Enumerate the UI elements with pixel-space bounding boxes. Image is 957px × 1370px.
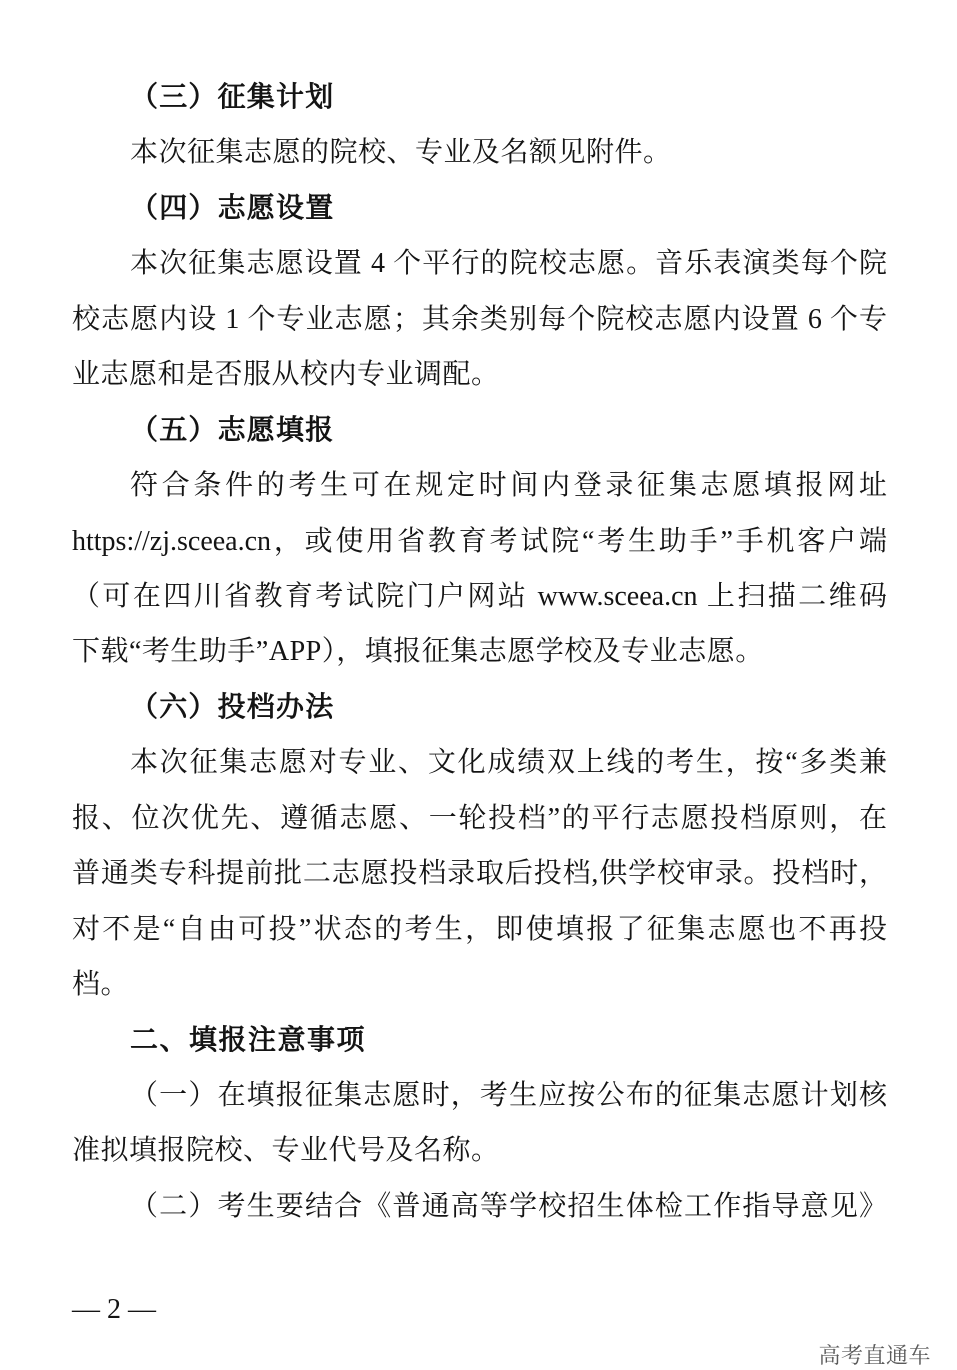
section-heading-admission-method: （六）投档办法 [130,691,335,723]
section-heading-preference-settings: （四）志愿设置 [130,192,335,224]
paragraph-line: 本次征集志愿的院校、专业及名额见附件。 [130,137,672,169]
document-body [72,70,887,1234]
paragraph-line: 报、位次优先、遵循志愿、一轮投档”的平行志愿投档原则，在 [72,802,887,834]
section-heading-collection-plan: （三）征集计划 [130,82,335,113]
paragraph-line: https://zj.sceea.cn，或使用省教育考试院“考生助手”手机客户端 [72,525,887,557]
paragraph-line: 本次征集志愿对专业、文化成绩双上线的考生，按“多类兼 [130,747,887,779]
paragraph-line: 普通类专科提前批二志愿投档录取后投档,供学校审录。投档时， [72,858,887,890]
paragraph-line: 校志愿内设 1 个专业志愿；其余类别每个院校志愿内设置 6 个专 [72,303,887,335]
section-heading-preference-filling: （五）志愿填报 [130,414,335,446]
paragraph-line: 档。 [72,969,130,1000]
paragraph-line: （一）在填报征集志愿时，考生应按公布的征集志愿计划核 [130,1079,887,1111]
paragraph-line: 符合条件的考生可在规定时间内登录征集志愿填报网址 [130,470,887,502]
paragraph-line: （二）考生要结合《普通高等学校招生体检工作指导意见》 [130,1190,887,1222]
paragraph-line: 准拟填报院校、专业代号及名称。 [72,1135,500,1167]
paragraph-line: 本次征集志愿设置 4 个平行的院校志愿。音乐表演类每个院 [130,248,887,280]
chapter-heading-filling-notes: 二、填报注意事项 [130,1024,367,1056]
watermark-text: 高考直通车 [818,1343,931,1368]
paragraph-line: 业志愿和是否服从校内专业调配。 [72,359,500,391]
paragraph-line: 下载“考生助手”APP），填报征集志愿学校及专业志愿。 [72,636,764,668]
paragraph-line: （可在四川省教育考试院门户网站 www.sceea.cn 上扫描二维码 [72,580,887,612]
paragraph-line: 对不是“自由可投”状态的考生，即使填报了征集志愿也不再投 [72,913,887,945]
page-number: — 2 — [72,1294,156,1325]
